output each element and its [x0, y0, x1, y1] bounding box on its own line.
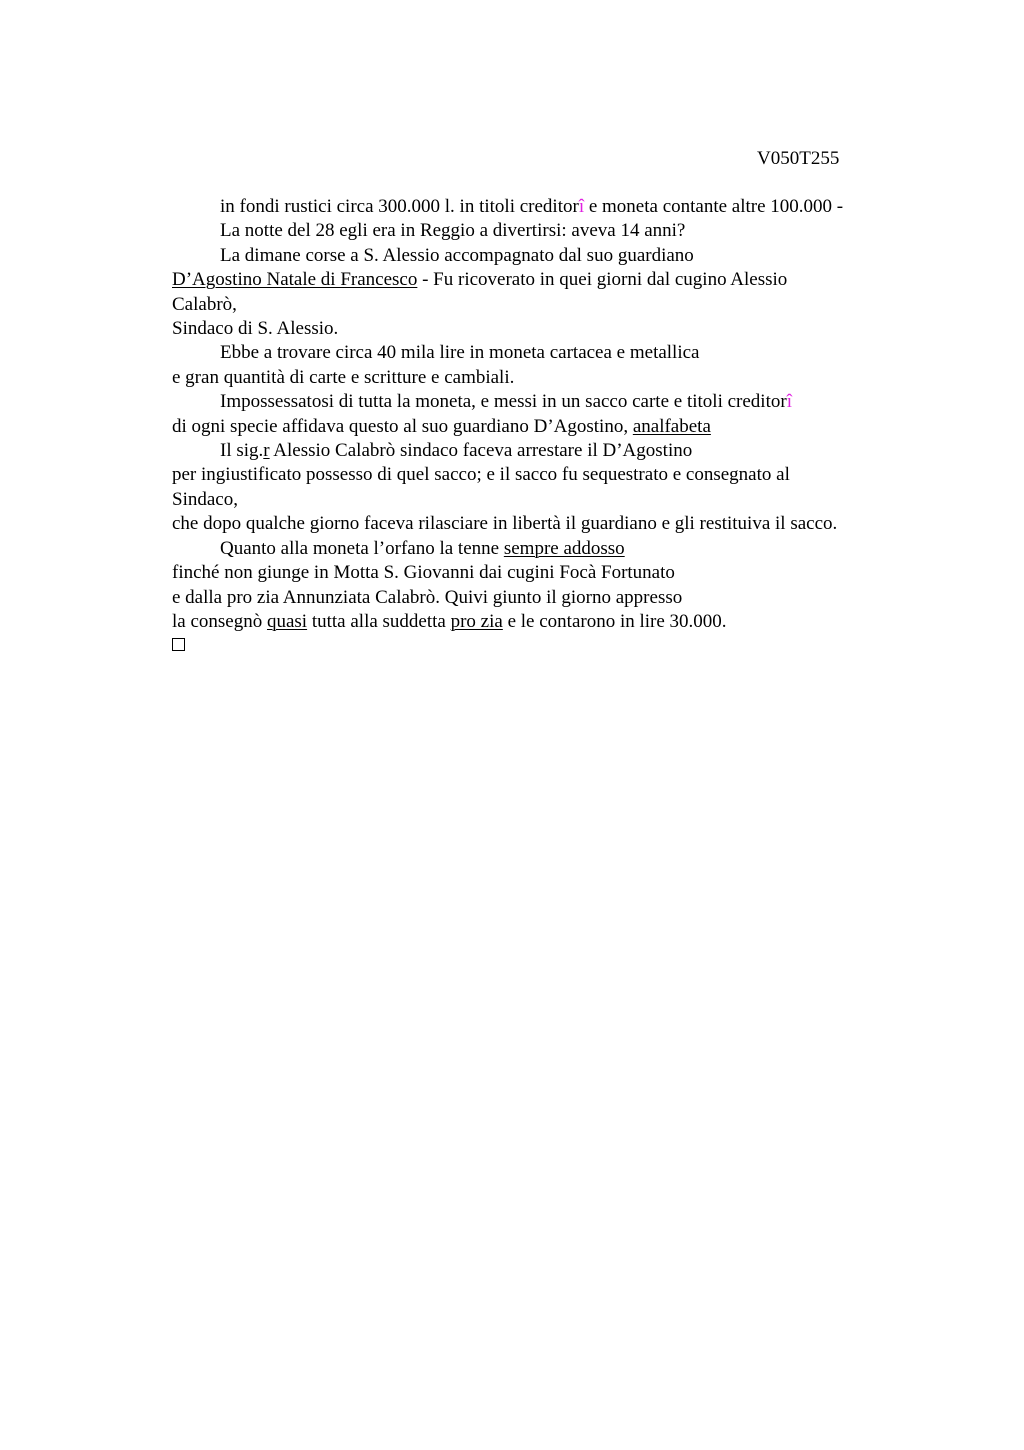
text-line-5: Calabrò,	[172, 293, 237, 315]
text-span: in fondi rustici circa 300.000 l. in titoli creditor	[220, 196, 579, 217]
underlined-text: analfabeta	[632, 415, 711, 437]
underlined-text: D’Agostino Natale di Francesco	[172, 269, 418, 291]
text-line-15	[172, 537, 912, 561]
highlighted-mark: î	[786, 391, 792, 413]
highlighted-mark: î	[578, 196, 585, 217]
text-line-13: Sindaco,	[172, 488, 238, 510]
document-body	[172, 195, 912, 651]
text-span: tutta alla suddetta	[307, 610, 451, 632]
underlined-text: pro zia	[450, 610, 503, 632]
underlined-text: r	[263, 440, 270, 462]
text-span: Il sig.	[220, 440, 264, 462]
text-line-11	[172, 439, 912, 463]
text-line-17: e dalla pro zia Annunziata Calabrò. Quivi giunto il giorno appresso	[172, 586, 683, 608]
text-line-14: che dopo qualche giorno faceva rilasciare in libertà il guardiano e gli restituiva il sacco.	[172, 513, 838, 535]
text-line-7: Ebbe a trovare circa 40 mila lire in moneta cartacea e metallica	[220, 342, 700, 364]
text-span: Impossessatosi di tutta la moneta, e messi in un sacco carte e titoli creditor	[220, 391, 787, 413]
text-span: - Fu ricoverato in quei giorni dal cugino Alessio	[417, 269, 788, 291]
text-line-1	[172, 195, 912, 219]
text-span: Alessio Calabrò sindaco faceva arrestare il D’Agostino	[269, 440, 693, 462]
text-line-6: Sindaco di S. Alessio.	[172, 318, 339, 340]
text-span: e moneta contante altre 100.000 -	[584, 196, 844, 217]
text-line-10	[172, 415, 912, 439]
text-span: di ogni specie affidava questo al suo guardiano D’Agostino,	[172, 415, 633, 437]
text-line-12: per ingiustificato possesso di quel sacco; e il sacco fu sequestrato e consegnato al	[172, 464, 790, 486]
underlined-text: sempre addosso	[503, 537, 625, 559]
page-code: V050T255	[757, 148, 840, 169]
text-line-8: e gran quantità di carte e scritture e cambiali.	[172, 366, 515, 388]
empty-square-icon	[172, 638, 185, 651]
text-line-3: La dimane corse a S. Alessio accompagnato dal suo guardiano	[220, 244, 694, 266]
text-line-16: finché non giunge in Motta S. Giovanni dai cugini Focà Fortunato	[172, 562, 675, 584]
text-line-2: La notte del 28 egli era in Reggio a divertirsi: aveva 14 anni?	[220, 220, 686, 242]
text-line-4	[172, 268, 912, 292]
text-line-9	[172, 390, 912, 414]
text-span: Quanto alla moneta l’orfano la tenne	[220, 537, 504, 559]
underlined-text: quasi	[266, 610, 308, 632]
text-span: la consegnò	[172, 610, 267, 632]
text-span: e le contarono in lire 30.000.	[502, 610, 727, 632]
text-line-18	[172, 610, 912, 634]
